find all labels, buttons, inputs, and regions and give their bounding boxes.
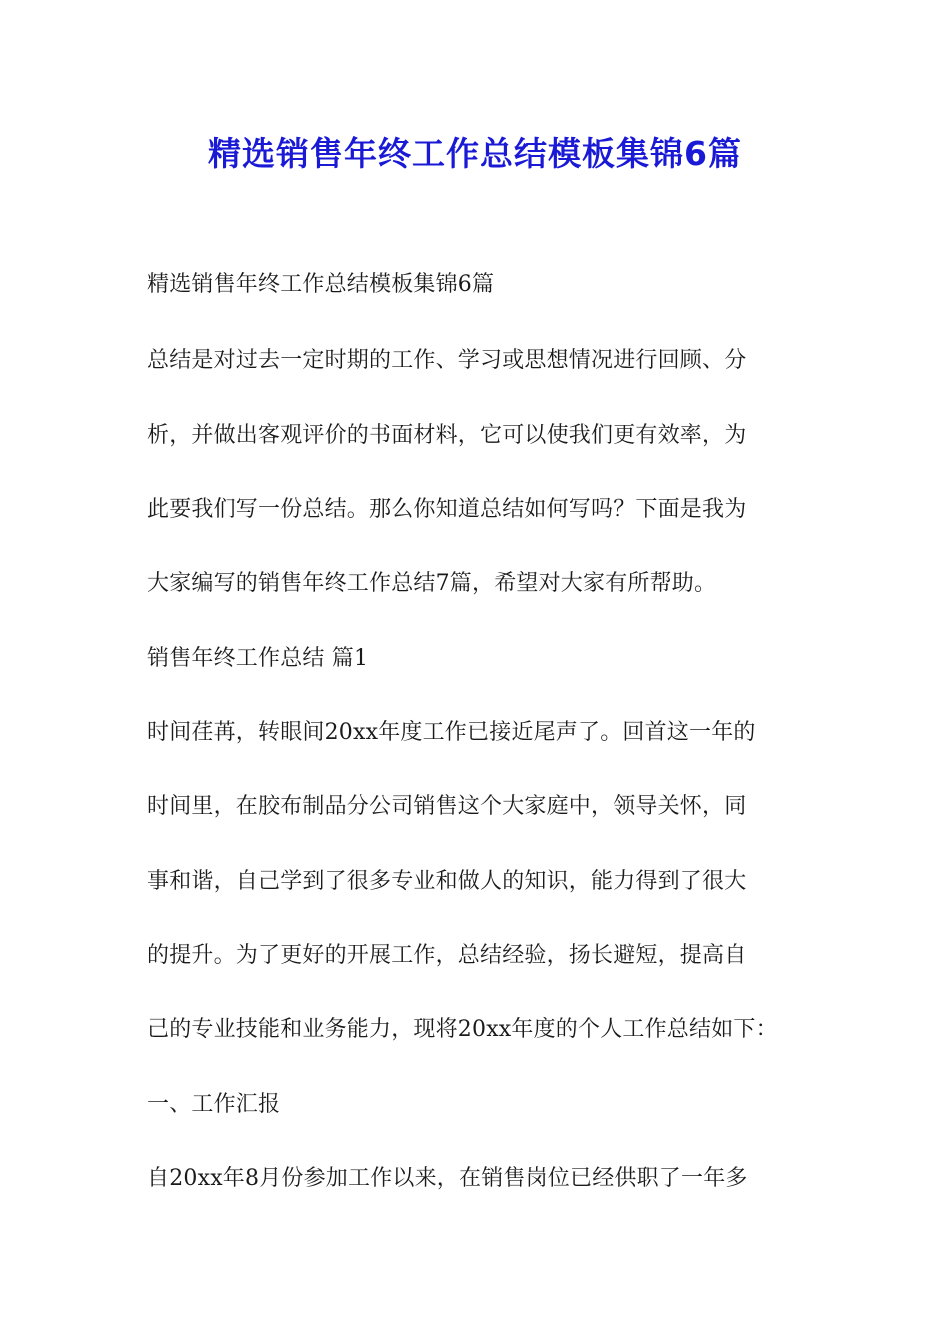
- body-line: 的提升。为了更好的开展工作，总结经验，扬长避短，提高自: [147, 943, 747, 968]
- body-line: 总结是对过去一定时期的工作、学习或思想情况进行回顾、分: [147, 348, 747, 373]
- body-line: 事和谐，自己学到了很多专业和做人的知识，能力得到了很大: [147, 869, 747, 894]
- section-heading: 一、工作汇报: [147, 1092, 281, 1117]
- body-line: 己的专业技能和业务能力，现将20xx年度的个人工作总结如下：: [147, 1017, 778, 1042]
- body-line: 时间里，在胶布制品分公司销售这个大家庭中，领导关怀，同: [147, 794, 747, 819]
- body-line: 此要我们写一份总结。那么你知道总结如何写吗？下面是我为: [147, 497, 747, 522]
- body-line: 时间荏苒，转眼间20xx年度工作已接近尾声了。回首这一年的: [147, 720, 756, 745]
- subtitle-line: 精选销售年终工作总结模板集锦6篇: [147, 272, 495, 297]
- body-line: 析，并做出客观评价的书面材料，它可以使我们更有效率，为: [147, 423, 747, 448]
- body-line: 自20xx年8月份参加工作以来，在销售岗位已经供职了一年多: [147, 1166, 748, 1191]
- body-line: 大家编写的销售年终工作总结7篇，希望对大家有所帮助。: [147, 571, 717, 596]
- document-title: 精选销售年终工作总结模板集锦6篇: [208, 134, 742, 173]
- section-heading: 销售年终工作总结 篇1: [147, 646, 369, 671]
